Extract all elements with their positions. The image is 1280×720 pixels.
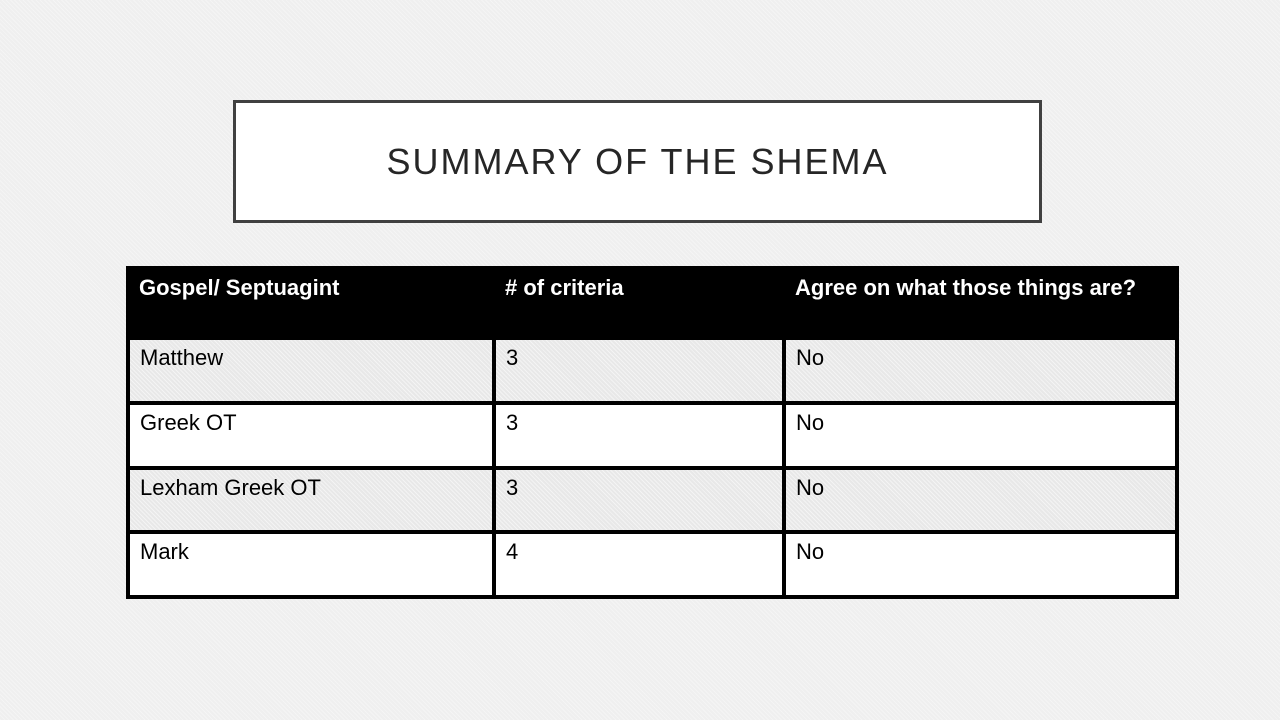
header-gospel-septuagint: Gospel/ Septuagint xyxy=(126,266,492,340)
header-criteria-count: # of criteria xyxy=(492,266,782,340)
cell-source: Matthew xyxy=(126,340,492,405)
table-header-row xyxy=(126,266,1179,340)
cell-criteria: 3 xyxy=(492,470,782,535)
cell-source: Lexham Greek OT xyxy=(126,470,492,535)
header-agreement: Agree on what those things are? xyxy=(782,266,1179,340)
table-row xyxy=(126,534,1179,599)
cell-criteria: 3 xyxy=(492,340,782,405)
table-row xyxy=(126,470,1179,535)
cell-agree: No xyxy=(782,405,1179,470)
cell-agree: No xyxy=(782,534,1179,599)
summary-table-container xyxy=(126,266,1179,599)
table-row xyxy=(126,340,1179,405)
title-box xyxy=(233,100,1042,223)
cell-source: Mark xyxy=(126,534,492,599)
cell-criteria: 3 xyxy=(492,405,782,470)
cell-source: Greek OT xyxy=(126,405,492,470)
slide-title: SUMMARY OF THE SHEMA xyxy=(386,140,889,182)
cell-agree: No xyxy=(782,340,1179,405)
table-row xyxy=(126,405,1179,470)
cell-agree: No xyxy=(782,470,1179,535)
cell-criteria: 4 xyxy=(492,534,782,599)
summary-table xyxy=(126,266,1179,599)
